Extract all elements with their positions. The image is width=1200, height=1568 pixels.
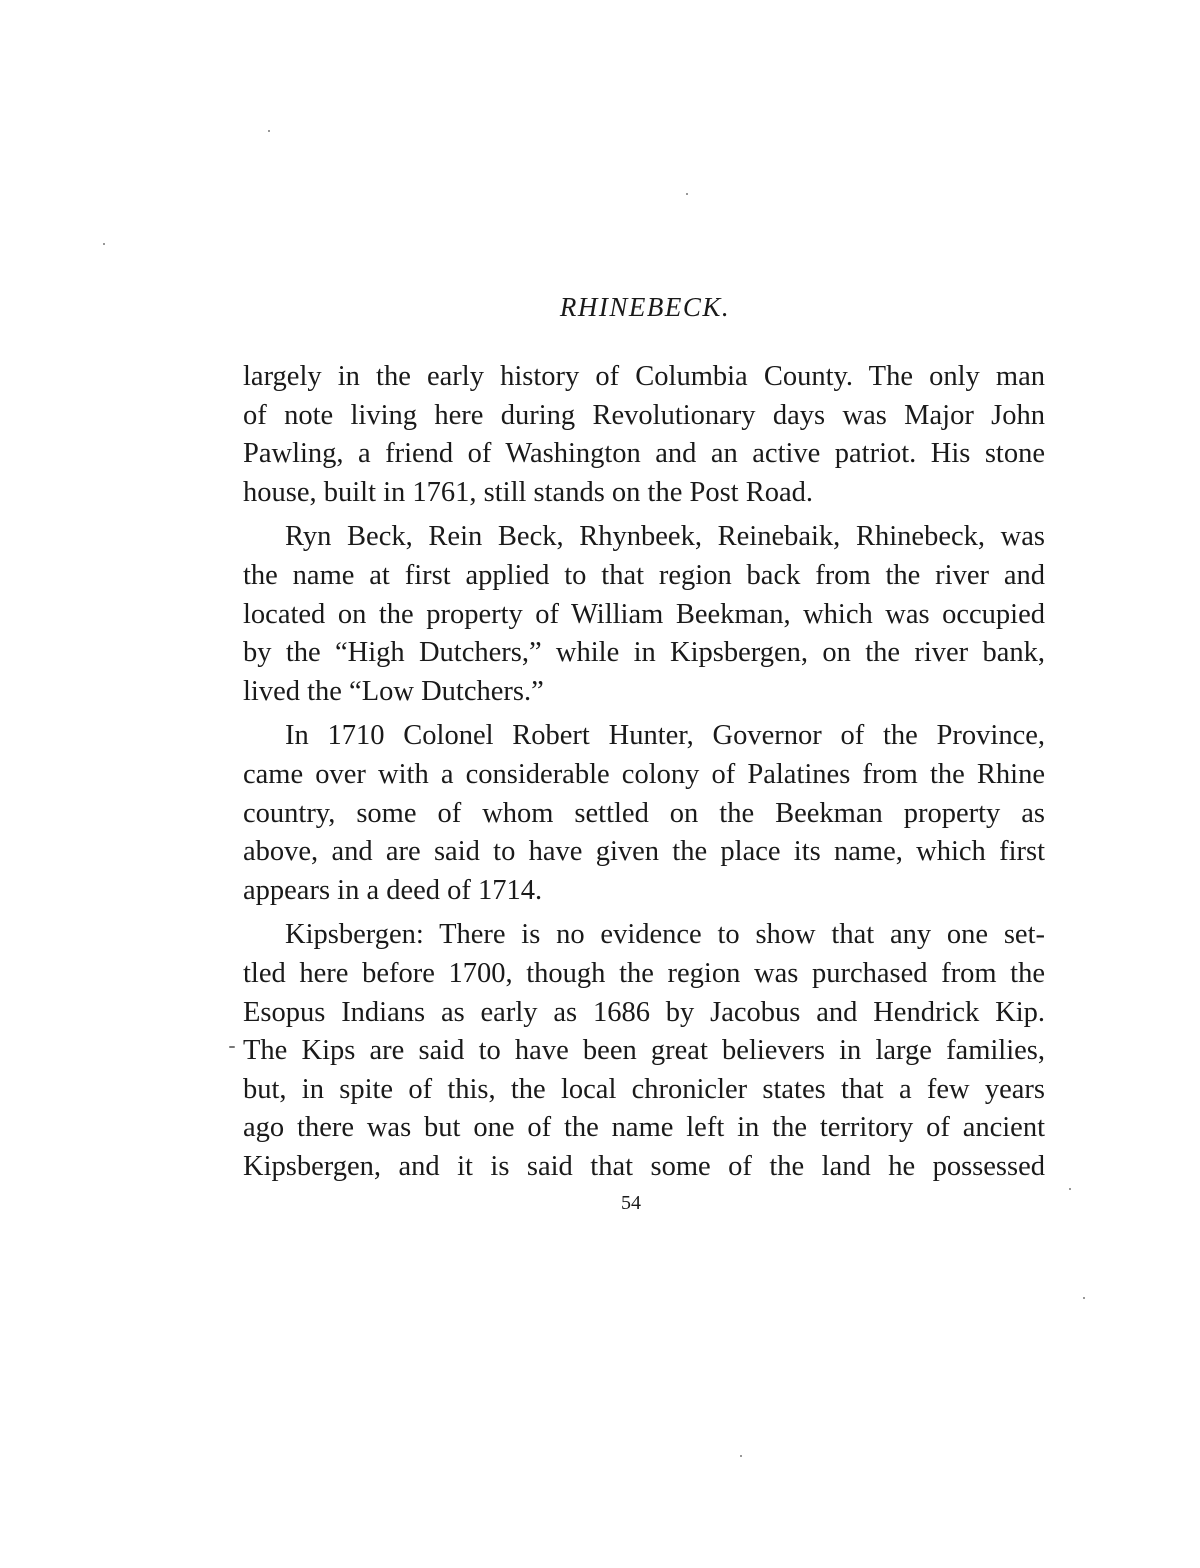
scan-speck (1083, 1297, 1085, 1299)
text-line: house, built in 1761, still stands on the Post Road. (243, 476, 814, 508)
text-line: of note living here during Revolutionary days was Major John (243, 399, 1045, 431)
text-line: In 1710 Colonel Robert Hunter, Governor of the Province, (285, 720, 1045, 752)
paragraph-3 (243, 717, 1045, 910)
body-text (243, 358, 1045, 1186)
scan-speck (686, 193, 688, 195)
scan-speck (268, 130, 270, 132)
text-line: The Kips are said to have been great believers in large families, (243, 1035, 1045, 1067)
text-line: Pawling, a friend of Washington and an active patriot. His stone (243, 438, 1045, 470)
running-head: RHINEBECK. (559, 292, 731, 322)
text-line: appears in a deed of 1714. (243, 874, 543, 906)
text-line: located on the property of William Beekman, which was occupied (243, 598, 1045, 630)
text-line: the name at first applied to that region back from the river and (243, 559, 1045, 591)
text-line: came over with a considerable colony of Palatines from the Rhine (243, 758, 1045, 790)
paragraph-1 (243, 358, 1045, 512)
text-line: by the “High Dutchers,” while in Kipsbergen, on the river bank, (243, 637, 1045, 669)
text-line: Ryn Beck, Rein Beck, Rhynbeek, Reinebaik, Rhinebeck, was (285, 521, 1045, 553)
paragraph-4 (243, 916, 1045, 1186)
text-line: tled here before 1700, though the region was purchased from the (243, 957, 1045, 989)
text-line: above, and are said to have given the place its name, which first (243, 836, 1045, 868)
paragraph-2 (243, 518, 1045, 711)
scan-speck (103, 243, 105, 245)
page-number: 54 (621, 1192, 641, 1214)
text-line: Esopus Indians as early as 1686 by Jacobus and Hendrick Kip. (243, 996, 1045, 1028)
text-line: Kipsbergen, and it is said that some of the land he possessed (243, 1150, 1045, 1182)
scan-speck (1069, 1188, 1071, 1190)
text-line: lived the “Low Dutchers.” (243, 675, 544, 707)
text-line: Kipsbergen: There is no evidence to show that any one set- (285, 919, 1045, 951)
text-line: but, in spite of this, the local chronicler states that a few years (243, 1073, 1045, 1105)
scan-speck (740, 1455, 742, 1457)
scan-speck (229, 1046, 235, 1048)
text-line: largely in the early history of Columbia County. The only man (243, 361, 1045, 392)
text-line: country, some of whom settled on the Beekman property as (243, 797, 1045, 829)
text-line: ago there was but one of the name left in the territory of ancient (243, 1112, 1045, 1144)
